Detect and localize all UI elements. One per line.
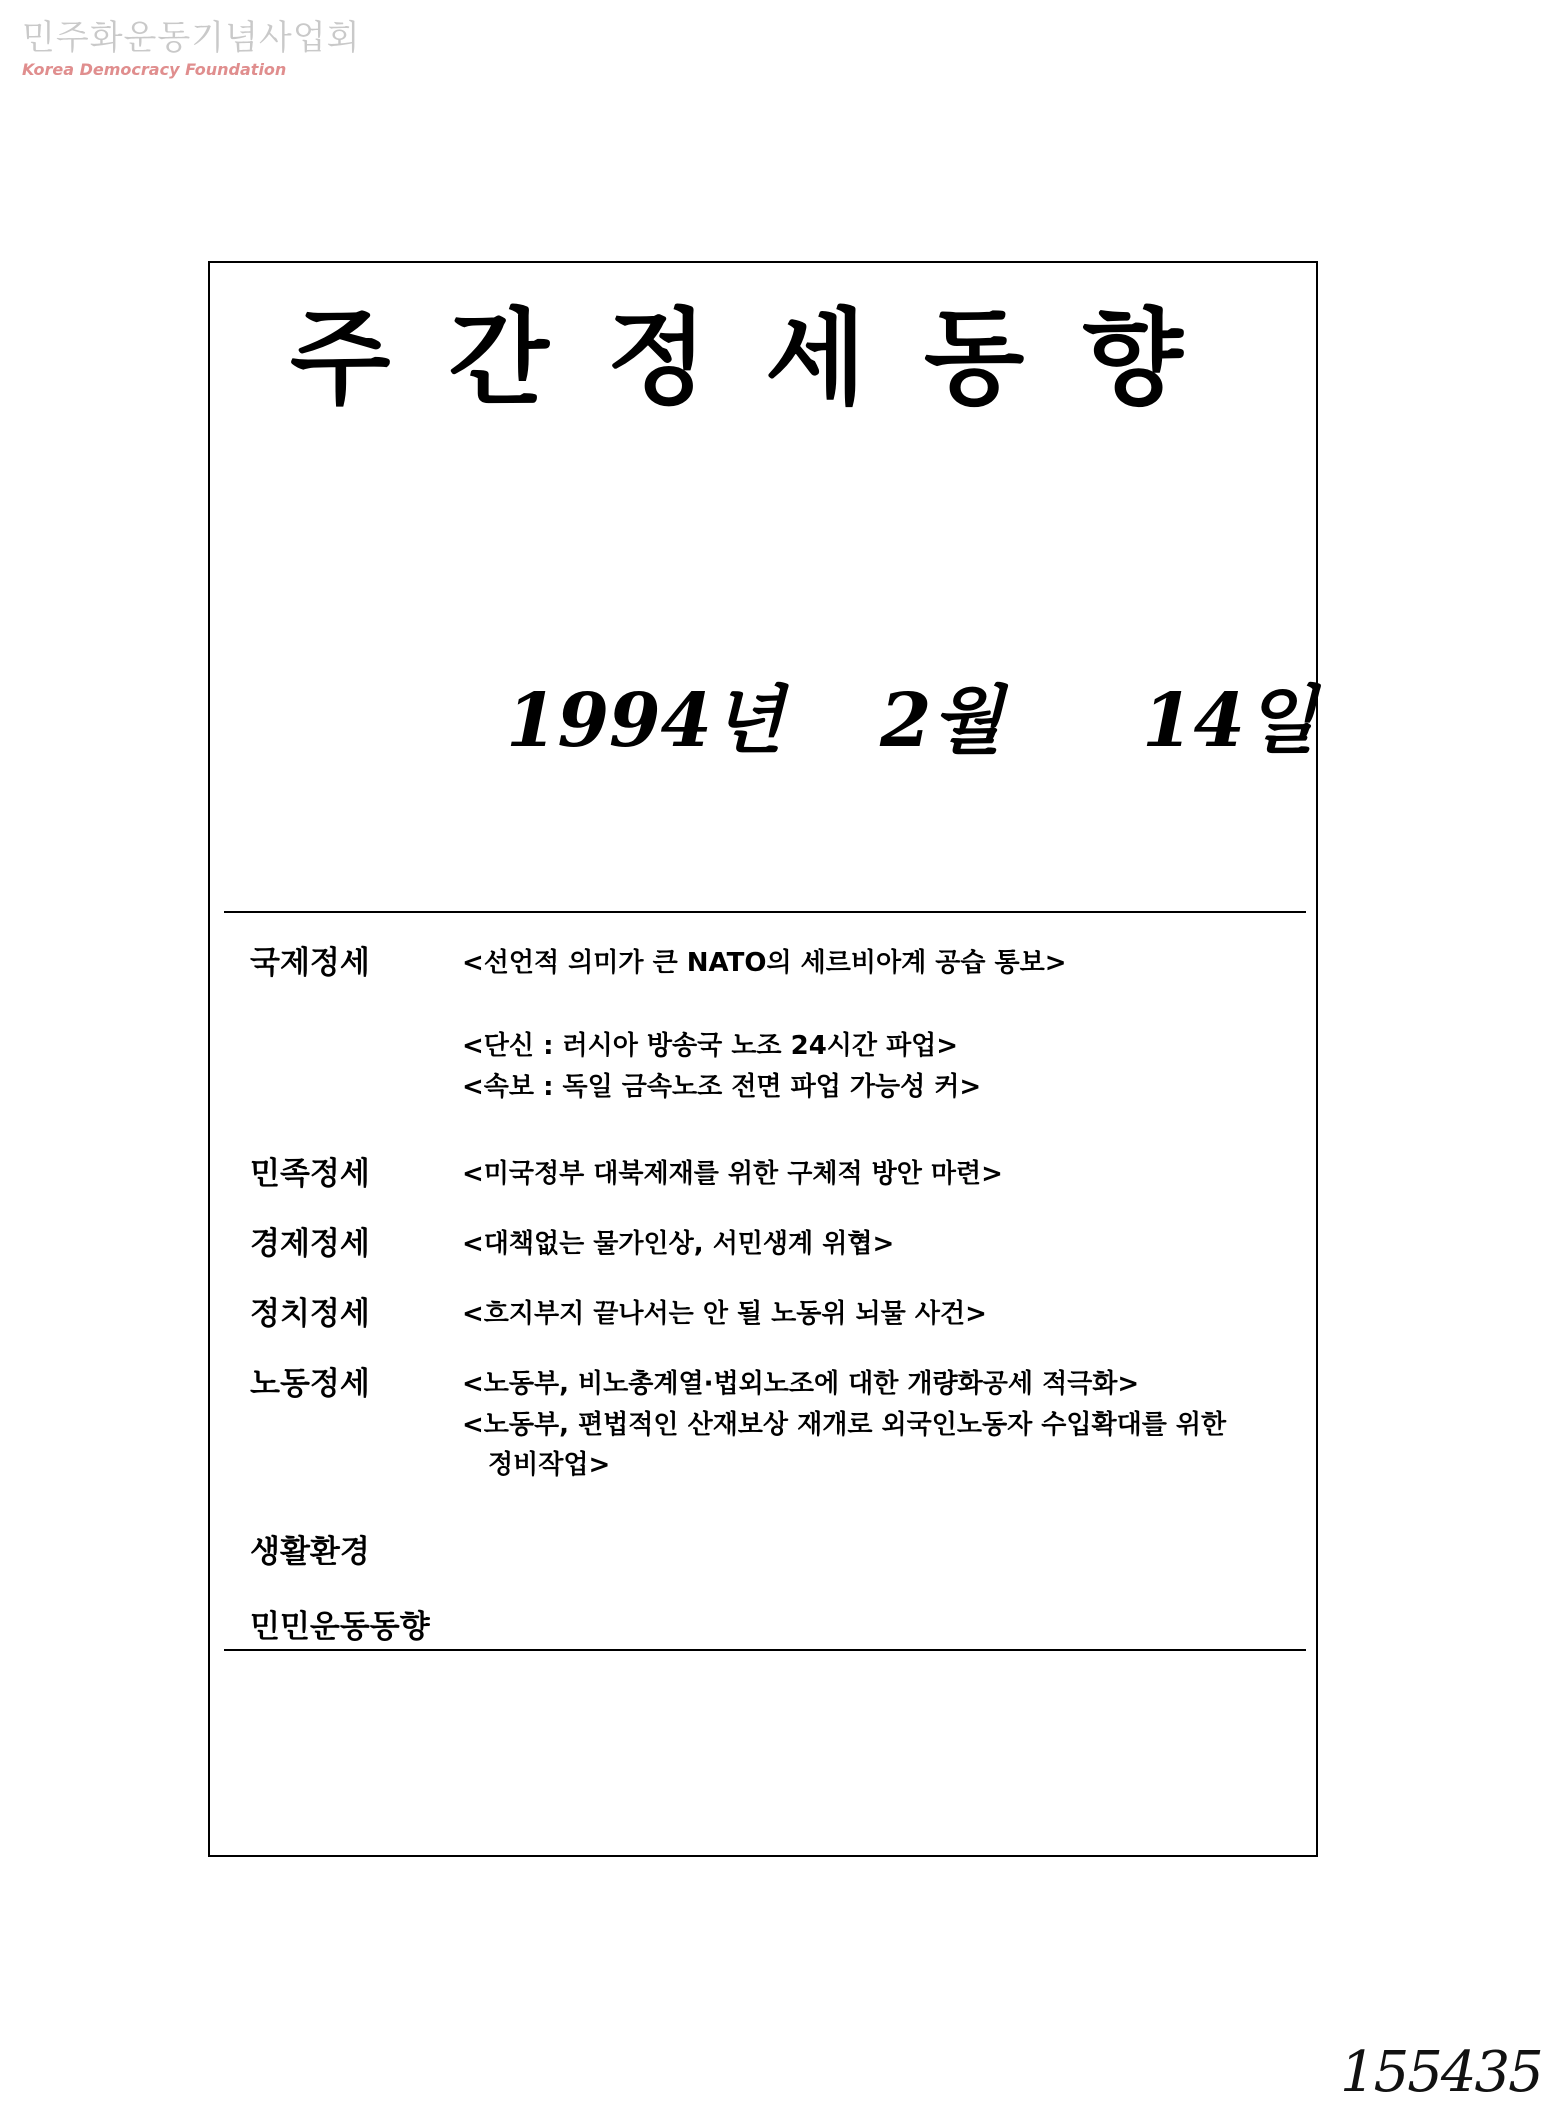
section-items bbox=[462, 1294, 1242, 1335]
document-frame bbox=[208, 261, 1318, 1857]
date-year: 1994년 bbox=[506, 678, 784, 764]
section-label: 민민운동동향 bbox=[250, 1609, 430, 1645]
section-items bbox=[462, 943, 1242, 1108]
section-items bbox=[462, 1154, 1242, 1195]
section-label: 경제정세 bbox=[250, 1226, 370, 1262]
section-item: <속보 : 독일 금속노조 전면 파업 가능성 커> bbox=[462, 1072, 982, 1102]
section-item: <노동부, 편법적인 산재보상 재개로 외국인노동자 수입확대를 위한 정비작업> bbox=[462, 1410, 1227, 1480]
section-items bbox=[462, 1224, 1242, 1265]
section-item: <선언적 의미가 큰 NATO의 세르비아계 공습 통보> bbox=[462, 948, 1067, 978]
section-label: 정치정세 bbox=[250, 1296, 370, 1332]
foundation-watermark bbox=[22, 18, 360, 80]
document-title: 주간정세동향 bbox=[290, 297, 1241, 419]
section-item: <미국정부 대북제재를 위한 구체적 방안 마련> bbox=[462, 1159, 1003, 1189]
section-label: 국제정세 bbox=[250, 945, 370, 981]
date-day: 14일 bbox=[1142, 678, 1317, 764]
section-item: <흐지부지 끝나서는 안 될 노동위 뇌물 사건> bbox=[462, 1299, 987, 1329]
handwritten-number: 155435 bbox=[1340, 2040, 1542, 2105]
section-label: 민족정세 bbox=[250, 1156, 370, 1192]
section-item: <단신 : 러시아 방송국 노조 24시간 파업> bbox=[462, 1031, 959, 1061]
section-item: <대책없는 물가인상, 서민생계 위협> bbox=[462, 1229, 895, 1259]
section-divider-bottom bbox=[224, 1649, 1306, 1651]
section-items bbox=[462, 1364, 1242, 1485]
watermark-korean: 민주화운동기념사업회 bbox=[22, 18, 361, 58]
section-label: 생활환경 bbox=[250, 1534, 370, 1570]
date-month: 2월 bbox=[880, 678, 1003, 764]
contents-list bbox=[210, 263, 1316, 1855]
section-label: 노동정세 bbox=[250, 1366, 370, 1402]
section-item: <노동부, 비노총계열·법외노조에 대한 개량화공세 적극화> bbox=[462, 1369, 1140, 1399]
watermark-english: Korea Democracy Foundation bbox=[22, 60, 287, 79]
